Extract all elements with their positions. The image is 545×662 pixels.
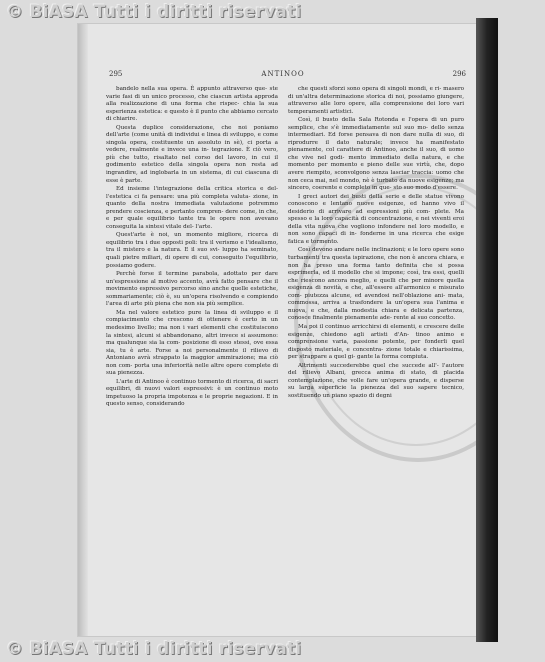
- paragraph: Questa duplice considerazione, che noi poniamo dell'arte (come unità di individui e linea di sviluppo, e come singola opera, costituente un assoluto in sè), ci porta a vedere, realmente e invece una in- tegrazione. È ciò vero, più che tutto, risaltato nel corso del lavoro, in cui il godimento estetico della singola opera non resta ad ingrandire, ad inglobarla in un sistema, di cui ciascuna di esse è parte.: [106, 124, 278, 184]
- paragraph: Così devono andare nelle inclinazioni; e le loro opere sono turbamenti tra questa ispirazione, che non è ancora chiara, e non ha preso una forma tanto definita che si possa esprimerla, ed il modello che si impone; così, tra essi, quelli che riescono ancora meglio, e quelli che per minore quella esigenza di novità, e che, all'essere all'armonico e misurato com- piutezza alcune, ed avendosi nell'oblazione ani- mata, commossa, arriva a trasfondere la un'opera sua l'anima e nuova, e che, dalla modestia chiara e delicata partenza, conosce finalmente pienamente ade- rente al suo concetto.: [288, 247, 464, 322]
- page-binding-edge: [78, 24, 88, 636]
- paragraph: L'arte di Antinoo è continuo tormento di ricerca, di sacri equilibri, di nuovi valori espressivi: è un continuo moto impetuoso la propria impotenza e le proprie negazioni. E in questo senso, considerando: [106, 378, 278, 408]
- right-page-number: 296: [452, 70, 466, 78]
- page-header: [96, 70, 470, 82]
- right-text-column: [288, 86, 464, 401]
- paragraph: Altrimenti succederebbe quel che succede all'- l'autore del rilievo Albani, grecca anima di stato, di placida contemplazione, che volle fare un'opera grande, e disperse su larga superficie la pienezza del suo sapere tecnico, sostituendo un piano spazio di degni: [288, 362, 464, 399]
- left-page-number: 295: [109, 70, 123, 78]
- left-text-column: [106, 86, 278, 410]
- paragraph: Così, il busto della Sala Rotonda e l'opera di un puro semplice, che s'è immediatamente sul suo mo- dello senza intermediari. Ed forse pensava di non dare nulla di suo, di riprodurre il dato naturale; invece ha manifestato pienamente, col carattere di Antinoo, anche il suo, di uomo che vive nel godi- mento immediato della natura, e che momento per momento e pieno delle sue virtù, che, dopo avere riempito, sconvolgono senza lasciar traccia: uomo che non ceca mai, nel mondo, nè è turbato da nuove esigenze; ma sincero, coerente e completo in que- sto suo modo d'essere.: [288, 117, 464, 192]
- book-spine-shadow: [476, 18, 498, 642]
- copyright-watermark-bottom: © BiASA Tutti i diritti riservati: [6, 639, 302, 659]
- paragraph: Ma poi il continuo arricchirsi di elementi, e crescere delle esigenze, chiedono agli artisti d'An- tinoo animo e comprensione varia, passione potente, per fonderli quel disposto materiale, e concentra- zione totale e chiarissima, per strappare a quel gi- gante la forma compiuta.: [288, 323, 464, 361]
- paragraph: Quest'arte è noi, un momento migliore, ricerca di equilibrio tra i due opposti poli: tra il verismo e l'idealismo, tra il mistero e la natura. E il suo svi- luppo ha seminato, quali pietre miliari, di opere di cui, conseguito l'equilibrio, possiamo godere.: [106, 232, 278, 269]
- paragraph: che questi sforzi sono opera di singoli mondi, e ri- masero di un'altra determinazione storica di noi, possiamo giungere, attraverso alle loro opere, alla comprensione dei loro vari temperamenti artistici.: [288, 86, 464, 115]
- paragraph: Ma nel valore estetico pure la linea di sviluppo e il compiacimento che crescono di ottenere è certo in un medesimo livello; ma non i vari elementi che costituiscono la sintesi, alcuni si abbandonano, altri invece si assumono: ma qualunque sia la com- posizione di esso stessi, ove essa sia, tu è arte. Forse a noi personalmente il rilievo di Antoniano avrà strappato la maggior ammirazione; ma ciò non com- porta una inferiorità nelle altre opere complete di sua pienezza.: [106, 309, 278, 377]
- paragraph: Ed insieme l'integrazione della critica storica e del- l'estetica ci fa pensare: una più completa valuta- zione, in quanto della nostra immediata valutazione potremmo prendere coscienza, e pertanto compren- dere come, in che, e per quale equilibrio tante tra le opere non avevano conseguita la sintesi vitale del- l'arte.: [106, 186, 278, 230]
- paragraph: bandelo nella sua opera. È appunto attraverso que- ste varie fasi di un unico processo, che ciascun artista approda alla realizzazione di una forma che rispec- chia la sua esperienza estetica: e questo è il punto che abbiamo cercato di chiarire.: [106, 86, 278, 123]
- running-title: ANTINOO: [261, 70, 305, 78]
- book-page-spread: [78, 24, 480, 636]
- paragraph: Perchè forse il termine parabola, adottato per dare un'espressione al motivo accento, avrà fatto pensare che il movimento espressivo percorso sino anche quelle estetiche, sommariamente; ciò è, su un'opera risolvendo e compiendo l'area di arte più piena che non sia più semplice.: [106, 271, 278, 308]
- paragraph: I greci autori dei busti della serie e delle statue vivono conoscono e lentano nuove esigenze, ed hanno vivo il desiderio di arrivare ad espressioni più com- plete. Ma spesso e la loro capacità di concentrazione, e nei viventi eroi della vita nuova che vogliono infondere nel loro modello, e non sono capaci di in- fonderne in una ricerca che esige fatica e tormento.: [288, 193, 464, 245]
- copyright-watermark-top: © BiASA Tutti i diritti riservati: [6, 2, 302, 22]
